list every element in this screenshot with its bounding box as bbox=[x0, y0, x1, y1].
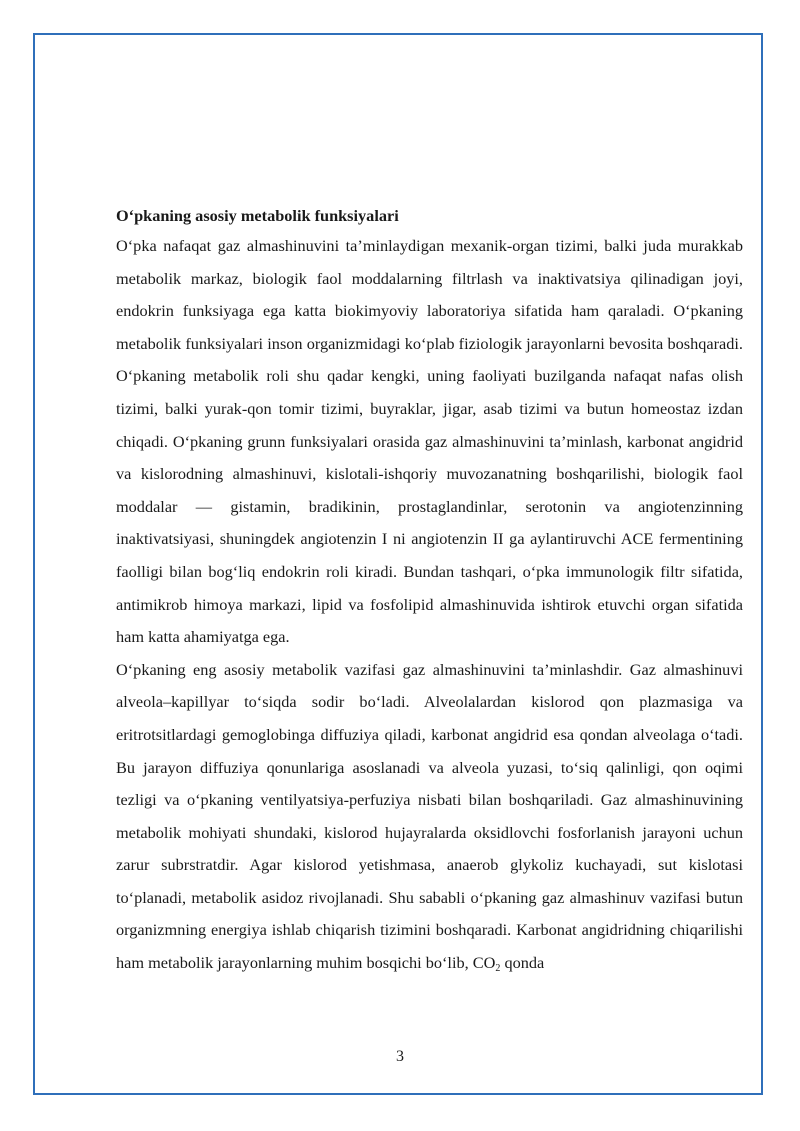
paragraph bbox=[116, 654, 743, 980]
document-body bbox=[116, 203, 743, 980]
paragraph: O‘pka nafaqat gaz almashinuvini ta’minlaydigan mexanik-organ tizimi, balki juda murakkab metabolik markaz, biologik faol moddalarning filtrlash va inaktivatsiya qilinadigan joyi, endokrin funksiyaga ega katta biokimyoviy laboratoriya sifatida ham qaraladi. O‘pkaning metabolik funksiyalari inson organizmidagi ko‘plab fiziologik jarayonlarni bevosita boshqaradi. O‘pkaning metabolik roli shu qadar kengki, uning faoliyati buzilganda nafaqat nafas olish tizimi, balki yurak-qon tomir tizimi, buyraklar, jigar, asab tizimi va butun homeostaz izdan chiqadi. O‘pkaning grunn funksiyalari orasida gaz almashinuvini ta’minlash, karbonat angidrid va kislorodning almashinuvi, kislotali-ishqoriy muvozanatning boshqarilishi, biologik faol moddalar — gistamin, bradikinin, prostaglandinlar, serotonin va angiotenzinning inaktivatsiyasi, shuningdek angiotenzin I ni angiotenzin II ga aylantiruvchi ACE fermentining faolligi bilan bog‘liq endokrin roli kiradi. Bundan tashqari, o‘pka immunologik filtr sifatida, antimikrob himoya markazi, lipid va fosfolipid almashinuvida ishtirok etuvchi organ sifatida ham katta ahamiyatga ega. bbox=[116, 236, 743, 647]
paragraph-text: O‘pkaning eng asosiy metabolik vazifasi gaz almashinuvini ta’minlashdir. Gaz almashinuvi alveola–kapillyar to‘siqda sodir bo‘ladi. Alveolalardan kislorod qon plazmasiga va eritrotsitlardagi gemoglobinga diffuziya qiladi, karbonat angidrid esa qondan alveolaga o‘tadi. Bu jarayon diffuziya qonunlariga asoslanadi va alveola yuzasi, to‘siq qalinligi, qon oqimi tezligi va o‘pkaning ventilyatsiya-perfuziya nisbati bilan boshqariladi. Gaz almashinuvining metabolik mohiyati shundaki, kislorod hujayralarda oksidlovchi fosforlanish jarayoni uchun zarur subrstratdir. Agar kislorod yetishmasa, anaerob glykoliz kuchayadi, sut kislotasi to‘planadi, metabolik asidoz rivojlanadi. Shu sababli o‘pkaning gaz almashinuv vazifasi butun organizmning energiya ishlab chiqarish tizimini boshqaradi. Karbonat angidridning chiqarilishi ham metabolik jarayonlarning muhim bosqichi bo‘lib, CO bbox=[116, 659, 743, 973]
page-number: 3 bbox=[396, 1048, 404, 1065]
paragraph-text-tail: qonda bbox=[500, 953, 545, 973]
section-heading: O‘pkaning asosiy metabolik funksiyalari bbox=[116, 206, 399, 225]
subscript: 2 bbox=[495, 963, 501, 975]
